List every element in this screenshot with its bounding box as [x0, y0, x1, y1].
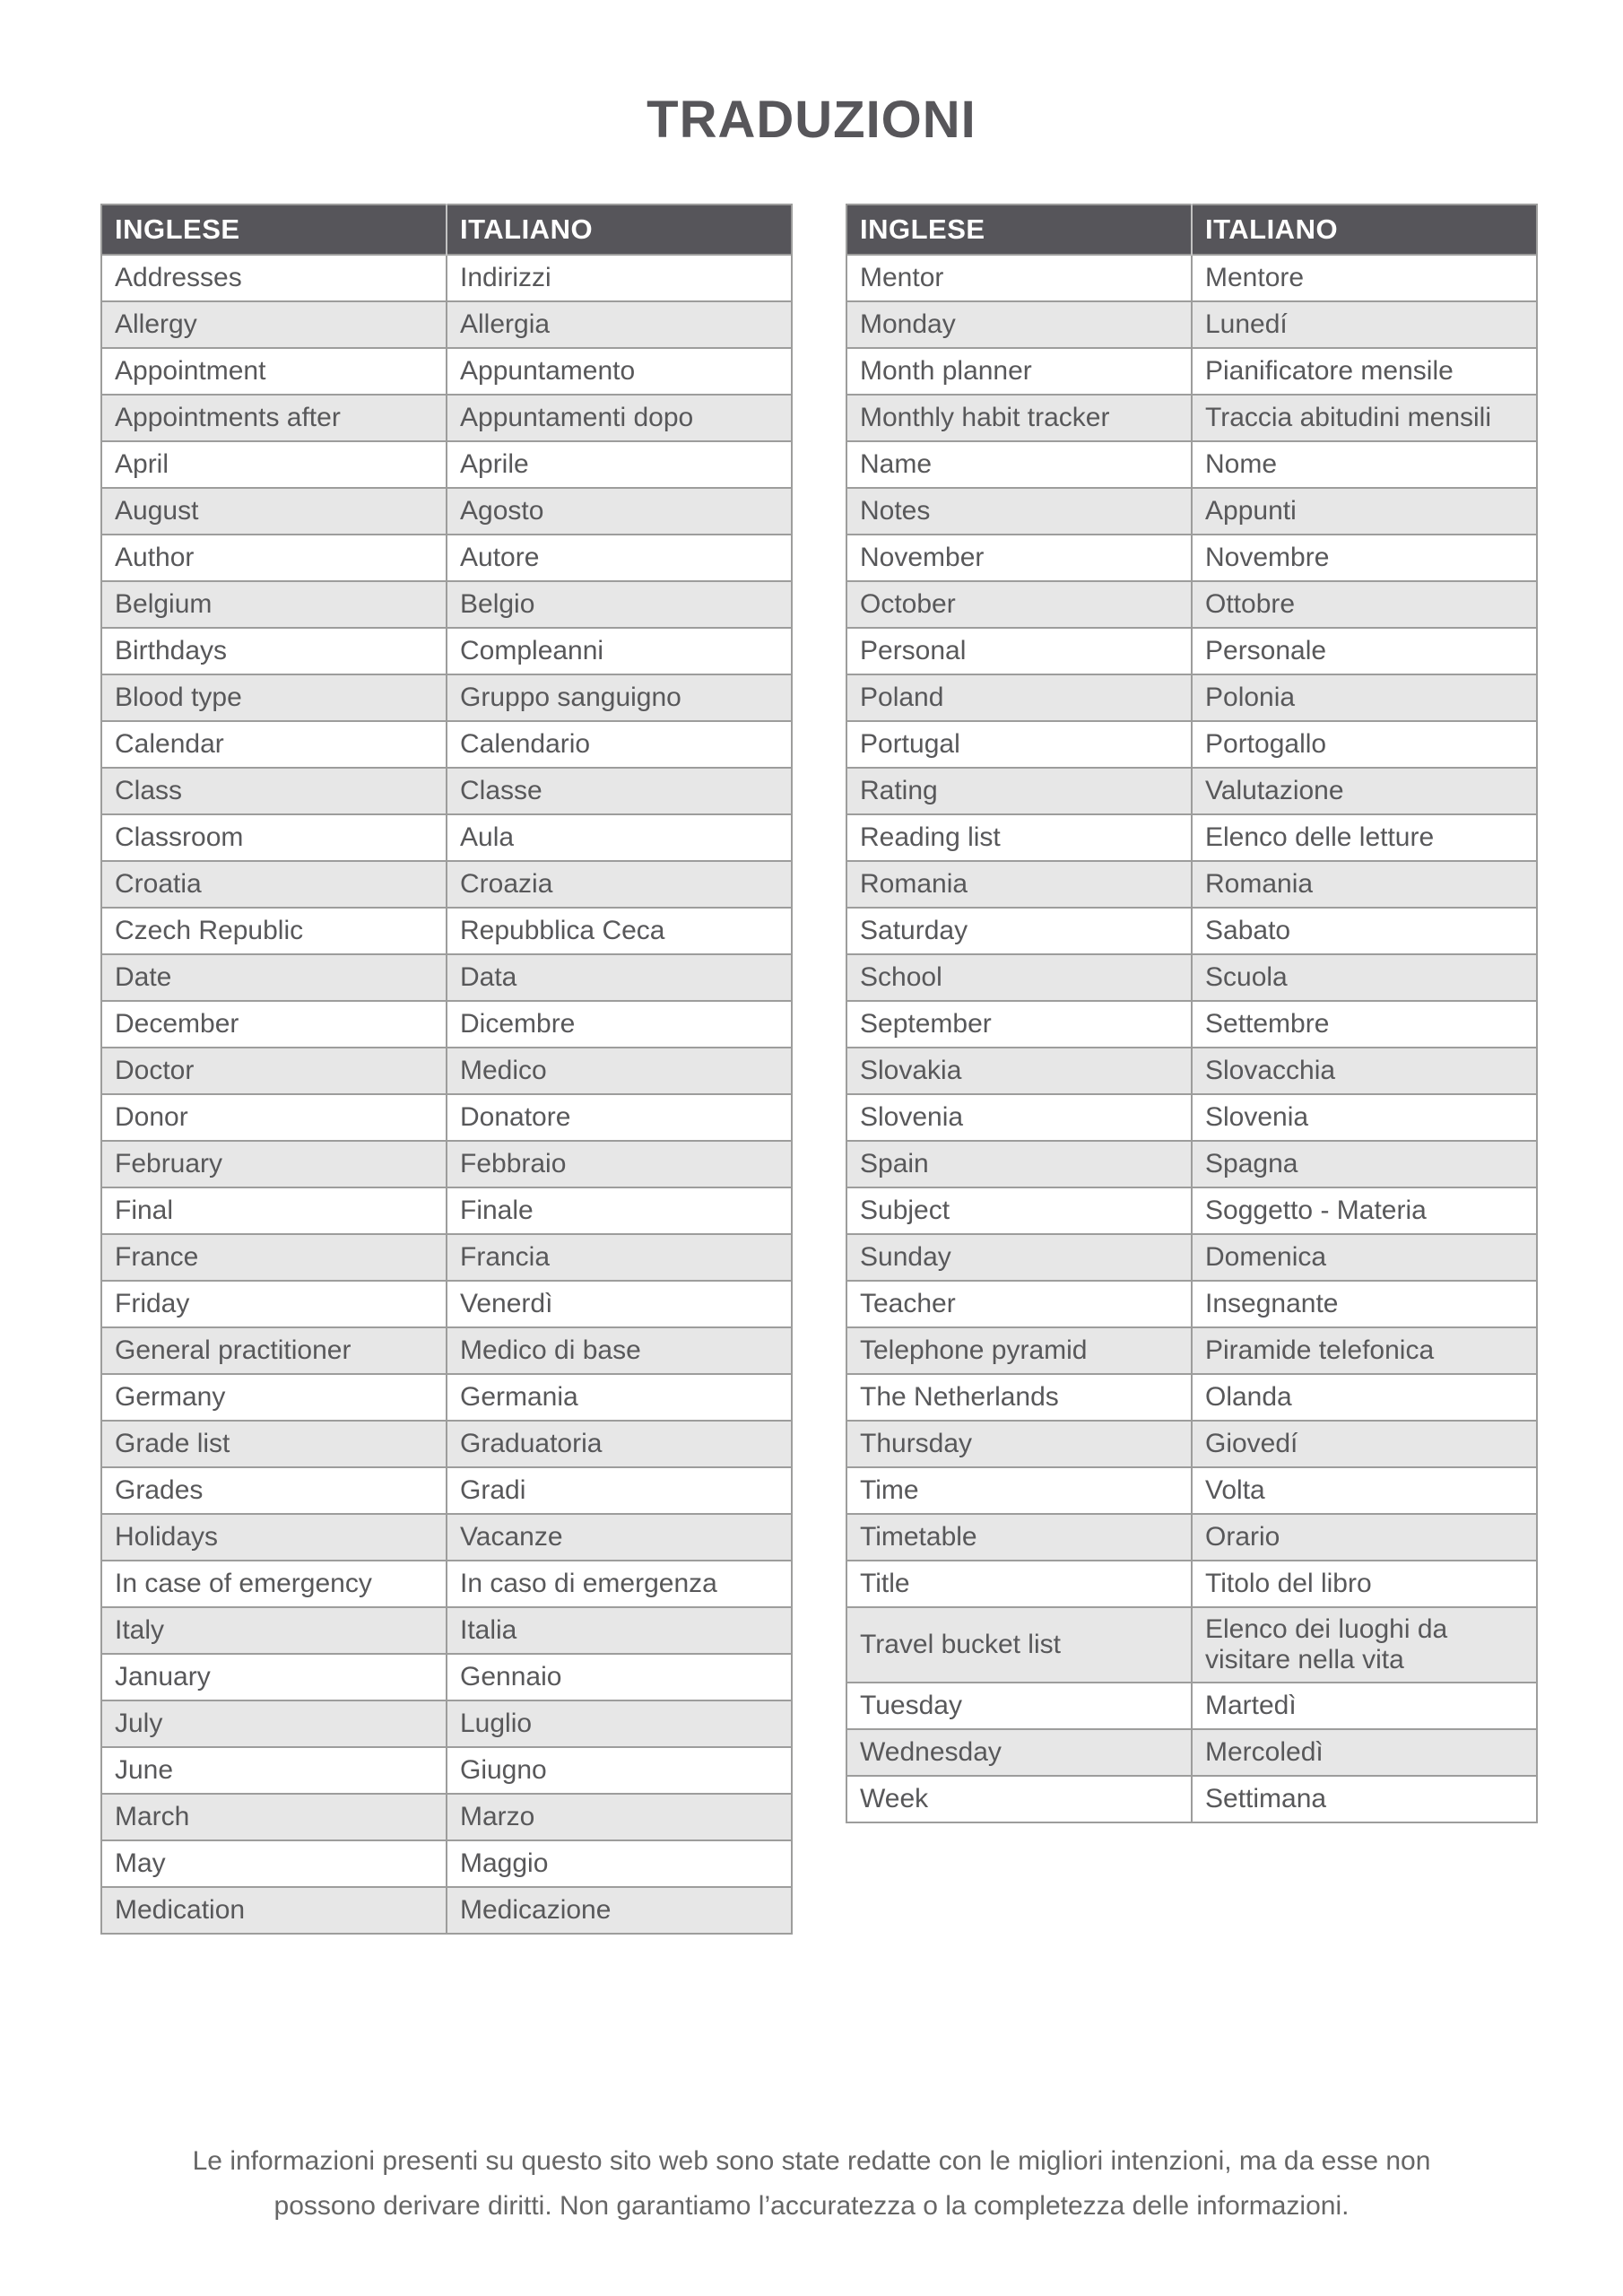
italian-term: Aprile [447, 441, 792, 488]
english-term: Allergy [101, 301, 447, 348]
italian-term: Sabato [1192, 908, 1537, 954]
italian-term: Italia [447, 1607, 792, 1654]
table-row [846, 1187, 1537, 1234]
italian-term: Gradi [447, 1467, 792, 1514]
italian-term: Germania [447, 1374, 792, 1421]
italian-term: Venerdì [447, 1281, 792, 1327]
english-term: Birthdays [101, 628, 447, 674]
italian-term: Medico di base [447, 1327, 792, 1374]
disclaimer-line-1: Le informazioni presenti su questo sito web sono state redatte con le migliori intenzioni, ma da esse non [192, 2146, 1431, 2176]
table-body [846, 255, 1537, 1822]
table-row [101, 535, 792, 581]
english-term: Sunday [846, 1234, 1192, 1281]
italian-term: Finale [447, 1187, 792, 1234]
italian-term: Giovedí [1192, 1421, 1537, 1467]
disclaimer-line-2: possono derivare diritti. Non garantiamo l’accuratezza o la completezza delle informazioni. [273, 2191, 1350, 2221]
italian-term: Elenco delle letture [1192, 814, 1537, 861]
italian-term: Agosto [447, 488, 792, 535]
italian-term: Slovacchia [1192, 1048, 1537, 1094]
column-header-italian: ITALIANO [1192, 204, 1537, 255]
column-header-english: INGLESE [101, 204, 447, 255]
english-term: In case of emergency [101, 1561, 447, 1607]
header-row [846, 204, 1537, 255]
table-row [846, 1141, 1537, 1187]
english-term: Appointment [101, 348, 447, 395]
table-row [101, 348, 792, 395]
table-row [846, 1607, 1537, 1683]
english-term: School [846, 954, 1192, 1001]
table-row [846, 348, 1537, 395]
english-term: Czech Republic [101, 908, 447, 954]
table-row [101, 395, 792, 441]
english-term: Title [846, 1561, 1192, 1607]
english-term: Italy [101, 1607, 447, 1654]
table-row [101, 1281, 792, 1327]
table-row [101, 1094, 792, 1141]
disclaimer-text [0, 2139, 1623, 2229]
italian-term: Data [447, 954, 792, 1001]
italian-term: Insegnante [1192, 1281, 1537, 1327]
italian-term: Classe [447, 768, 792, 814]
italian-term: Aula [447, 814, 792, 861]
table-row [846, 441, 1537, 488]
table-row [846, 255, 1537, 301]
column-header-english: INGLESE [846, 204, 1192, 255]
table-row [101, 908, 792, 954]
english-term: Wednesday [846, 1729, 1192, 1776]
table-row [101, 1048, 792, 1094]
table-row [101, 1700, 792, 1747]
english-term: Doctor [101, 1048, 447, 1094]
header-row [101, 204, 792, 255]
table-row [846, 488, 1537, 535]
english-term: General practitioner [101, 1327, 447, 1374]
italian-term: Calendario [447, 721, 792, 768]
italian-term: Mentore [1192, 255, 1537, 301]
table-row [846, 721, 1537, 768]
table-row [846, 301, 1537, 348]
english-term: Tuesday [846, 1683, 1192, 1729]
english-term: Travel bucket list [846, 1607, 1192, 1683]
table-row [101, 1747, 792, 1794]
table-row [846, 768, 1537, 814]
table-row [101, 1840, 792, 1887]
table-row [101, 255, 792, 301]
table-body [101, 255, 792, 1934]
english-term: Grade list [101, 1421, 447, 1467]
english-term: Appointments after [101, 395, 447, 441]
italian-term: Gruppo sanguigno [447, 674, 792, 721]
page-title: TRADUZIONI [647, 91, 976, 149]
italian-term: Appuntamento [447, 348, 792, 395]
table-row [846, 581, 1537, 628]
english-term: August [101, 488, 447, 535]
english-term: Class [101, 768, 447, 814]
english-term: Poland [846, 674, 1192, 721]
italian-term: Repubblica Ceca [447, 908, 792, 954]
italian-term: Soggetto - Materia [1192, 1187, 1537, 1234]
table-row [101, 954, 792, 1001]
english-term: Reading list [846, 814, 1192, 861]
english-term: Thursday [846, 1421, 1192, 1467]
italian-term: Autore [447, 535, 792, 581]
english-term: Teacher [846, 1281, 1192, 1327]
table-row [101, 1561, 792, 1607]
english-term: March [101, 1794, 447, 1840]
english-term: Subject [846, 1187, 1192, 1234]
table-row [101, 1607, 792, 1654]
english-term: December [101, 1001, 447, 1048]
italian-term: Nome [1192, 441, 1537, 488]
table-header [846, 204, 1537, 255]
english-term: Belgium [101, 581, 447, 628]
english-term: Final [101, 1187, 447, 1234]
table-row [846, 1421, 1537, 1467]
english-term: April [101, 441, 447, 488]
italian-term: Domenica [1192, 1234, 1537, 1281]
italian-term: Olanda [1192, 1374, 1537, 1421]
english-term: Timetable [846, 1514, 1192, 1561]
english-term: The Netherlands [846, 1374, 1192, 1421]
table-row [846, 908, 1537, 954]
italian-term: Compleanni [447, 628, 792, 674]
translation-table-left [100, 204, 793, 1935]
italian-term: Pianificatore mensile [1192, 348, 1537, 395]
italian-term: Volta [1192, 1467, 1537, 1514]
italian-term: Gennaio [447, 1654, 792, 1700]
table-row [101, 1467, 792, 1514]
english-term: November [846, 535, 1192, 581]
italian-term: Maggio [447, 1840, 792, 1887]
italian-term: Indirizzi [447, 255, 792, 301]
italian-term: Polonia [1192, 674, 1537, 721]
table-row [846, 535, 1537, 581]
table-row [846, 628, 1537, 674]
italian-term: Scuola [1192, 954, 1537, 1001]
italian-term: Portogallo [1192, 721, 1537, 768]
table-row [101, 1187, 792, 1234]
italian-term: Martedì [1192, 1683, 1537, 1729]
english-term: Romania [846, 861, 1192, 908]
italian-term: Febbraio [447, 1141, 792, 1187]
italian-term: Croazia [447, 861, 792, 908]
english-term: Slovakia [846, 1048, 1192, 1094]
english-term: Notes [846, 488, 1192, 535]
table-row [101, 1001, 792, 1048]
english-term: Rating [846, 768, 1192, 814]
english-term: July [101, 1700, 447, 1747]
italian-term: Spagna [1192, 1141, 1537, 1187]
table-row [101, 1421, 792, 1467]
italian-term: Romania [1192, 861, 1537, 908]
table-row [846, 395, 1537, 441]
english-term: Telephone pyramid [846, 1327, 1192, 1374]
italian-term: Lunedí [1192, 301, 1537, 348]
table-row [846, 1776, 1537, 1822]
table-row [101, 628, 792, 674]
italian-term: In caso di emergenza [447, 1561, 792, 1607]
italian-term: Ottobre [1192, 581, 1537, 628]
english-term: January [101, 1654, 447, 1700]
english-term: Personal [846, 628, 1192, 674]
table-row [101, 1374, 792, 1421]
italian-term: Novembre [1192, 535, 1537, 581]
italian-term: Mercoledì [1192, 1729, 1537, 1776]
italian-term: Traccia abitudini mensili [1192, 395, 1537, 441]
table-row [101, 1654, 792, 1700]
italian-term: Medicazione [447, 1887, 792, 1934]
english-term: September [846, 1001, 1192, 1048]
table-row [846, 1001, 1537, 1048]
italian-term: Piramide telefonica [1192, 1327, 1537, 1374]
table-row [846, 1048, 1537, 1094]
english-term: Author [101, 535, 447, 581]
table-row [101, 674, 792, 721]
english-term: Monthly habit tracker [846, 395, 1192, 441]
english-term: Spain [846, 1141, 1192, 1187]
translation-table-right [846, 204, 1538, 1823]
english-term: Croatia [101, 861, 447, 908]
table-row [101, 1794, 792, 1840]
italian-term: Dicembre [447, 1001, 792, 1048]
english-term: Friday [101, 1281, 447, 1327]
italian-term: Belgio [447, 581, 792, 628]
english-term: Holidays [101, 1514, 447, 1561]
english-term: May [101, 1840, 447, 1887]
tables-container [100, 204, 1538, 1935]
english-term: France [101, 1234, 447, 1281]
table-row [101, 441, 792, 488]
table-row [846, 1281, 1537, 1327]
english-term: Donor [101, 1094, 447, 1141]
italian-term: Settimana [1192, 1776, 1537, 1822]
english-term: Blood type [101, 674, 447, 721]
italian-term: Slovenia [1192, 1094, 1537, 1141]
italian-term: Appunti [1192, 488, 1537, 535]
table-row [846, 1467, 1537, 1514]
table-row [846, 954, 1537, 1001]
italian-term: Vacanze [447, 1514, 792, 1561]
english-term: Month planner [846, 348, 1192, 395]
english-term: Classroom [101, 814, 447, 861]
table-row [846, 1094, 1537, 1141]
english-term: Name [846, 441, 1192, 488]
italian-term: Medico [447, 1048, 792, 1094]
table-row [846, 1729, 1537, 1776]
table-row [101, 1141, 792, 1187]
table-row [101, 1327, 792, 1374]
italian-term: Donatore [447, 1094, 792, 1141]
english-term: Monday [846, 301, 1192, 348]
table-row [846, 1514, 1537, 1561]
english-term: June [101, 1747, 447, 1794]
italian-term: Settembre [1192, 1001, 1537, 1048]
italian-term: Marzo [447, 1794, 792, 1840]
table-row [101, 1234, 792, 1281]
english-term: Slovenia [846, 1094, 1192, 1141]
table-row [101, 1514, 792, 1561]
italian-term: Elenco dei luoghi da visitare nella vita [1192, 1607, 1537, 1683]
english-term: February [101, 1141, 447, 1187]
table-row [101, 488, 792, 535]
table-row [101, 861, 792, 908]
column-header-italian: ITALIANO [447, 204, 792, 255]
english-term: Germany [101, 1374, 447, 1421]
table-row [846, 1683, 1537, 1729]
english-term: Addresses [101, 255, 447, 301]
table-row [846, 861, 1537, 908]
italian-term: Titolo del libro [1192, 1561, 1537, 1607]
italian-term: Personale [1192, 628, 1537, 674]
italian-term: Allergia [447, 301, 792, 348]
italian-term: Valutazione [1192, 768, 1537, 814]
table-row [846, 814, 1537, 861]
english-term: October [846, 581, 1192, 628]
table-row [846, 674, 1537, 721]
table-row [101, 721, 792, 768]
table-row [101, 768, 792, 814]
table-row [101, 581, 792, 628]
english-term: Grades [101, 1467, 447, 1514]
table-row [101, 301, 792, 348]
english-term: Portugal [846, 721, 1192, 768]
table-row [846, 1561, 1537, 1607]
english-term: Calendar [101, 721, 447, 768]
english-term: Mentor [846, 255, 1192, 301]
italian-term: Luglio [447, 1700, 792, 1747]
table-header [101, 204, 792, 255]
italian-term: Graduatoria [447, 1421, 792, 1467]
italian-term: Orario [1192, 1514, 1537, 1561]
table-row [101, 814, 792, 861]
table-row [846, 1374, 1537, 1421]
table-row [846, 1327, 1537, 1374]
english-term: Time [846, 1467, 1192, 1514]
italian-term: Francia [447, 1234, 792, 1281]
english-term: Medication [101, 1887, 447, 1934]
italian-term: Appuntamenti dopo [447, 395, 792, 441]
table-row [846, 1234, 1537, 1281]
english-term: Date [101, 954, 447, 1001]
english-term: Saturday [846, 908, 1192, 954]
italian-term: Giugno [447, 1747, 792, 1794]
table-row [101, 1887, 792, 1934]
english-term: Week [846, 1776, 1192, 1822]
